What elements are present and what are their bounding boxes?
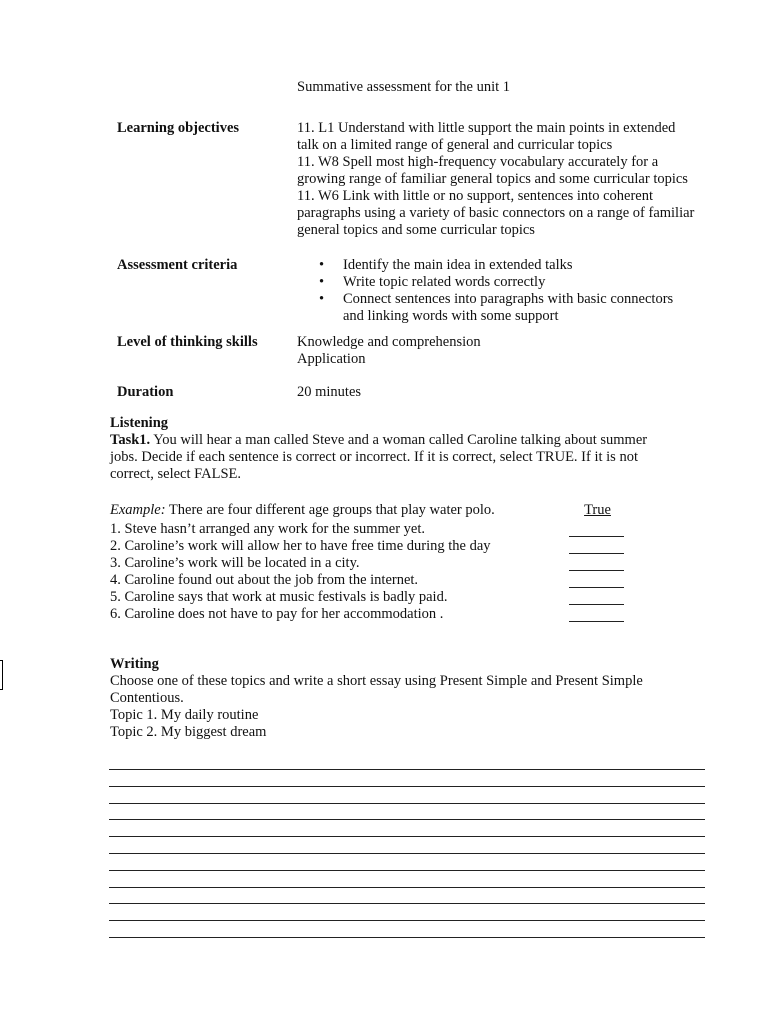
objective-line: talk on a limited range of general and curricular topics	[297, 137, 613, 153]
example-answer: True	[584, 502, 611, 518]
question-row	[110, 606, 630, 623]
topic-2: Topic 2. My biggest dream	[110, 724, 267, 740]
essay-answer-line[interactable]	[109, 836, 705, 837]
example-row	[110, 502, 630, 519]
essay-answer-line[interactable]	[109, 920, 705, 921]
answer-blank[interactable]	[569, 536, 624, 537]
bullet-icon: •	[319, 291, 325, 307]
essay-answer-line[interactable]	[109, 870, 705, 871]
essay-answer-line[interactable]	[109, 903, 705, 904]
essay-answer-line[interactable]	[109, 786, 705, 787]
bullet-icon: •	[319, 274, 325, 290]
task-label: Task1.	[110, 432, 151, 448]
criteria-item: • Connect sentences into paragraphs with basic connectors	[319, 291, 674, 307]
answer-blank[interactable]	[569, 553, 624, 554]
topic-1: Topic 1. My daily routine	[110, 707, 259, 723]
criteria-item-continuation: and linking words with some support	[343, 308, 559, 324]
answer-blank[interactable]	[569, 604, 624, 605]
answer-blank[interactable]	[569, 587, 624, 588]
answer-blank[interactable]	[569, 621, 624, 622]
writing-heading: Writing	[110, 656, 159, 672]
assessment-criteria-label: Assessment criteria	[117, 257, 238, 273]
essay-answer-line[interactable]	[109, 887, 705, 888]
question-row	[110, 589, 630, 606]
objective-line: general topics and some curricular topics	[297, 222, 535, 238]
objective-line: 11. W8 Spell most high-frequency vocabulary accurately for a	[297, 154, 659, 170]
margin-cursor-mark	[0, 660, 3, 690]
question-text: 4. Caroline found out about the job from the internet.	[110, 572, 419, 588]
thinking-skill-line: Application	[297, 351, 366, 367]
question-row	[110, 521, 630, 538]
criteria-item: • Identify the main idea in extended talks	[319, 257, 573, 273]
listening-heading: Listening	[110, 415, 169, 431]
learning-objectives-text	[297, 120, 737, 239]
question-text: 1. Steve hasn’t arranged any work for the summer yet.	[110, 521, 426, 537]
essay-answer-line[interactable]	[109, 819, 705, 820]
objective-line: 11. W6 Link with little or no support, sentences into coherent	[297, 188, 653, 204]
question-row	[110, 572, 630, 589]
question-row	[110, 538, 630, 555]
listening-instructions: Task1. You will hear a man called Steve and a woman called Caroline talking about summer jobs. Decide if each sentence is correct or incorrect. If it is correct, select TRUE. If it is not correct, select FALSE.	[110, 432, 648, 482]
question-text: 5. Caroline says that work at music festivals is badly paid.	[110, 589, 448, 605]
question-row	[110, 555, 630, 572]
objective-line: 11. L1 Understand with little support the main points in extended	[297, 120, 676, 136]
example-text: There are four different age groups that play water polo.	[165, 502, 495, 518]
objective-line: growing range of familiar general topics and some curricular topics	[297, 171, 688, 187]
bullet-icon: •	[319, 257, 325, 273]
duration-label: Duration	[117, 384, 174, 400]
thinking-skill-line: Knowledge and comprehension	[297, 334, 481, 350]
essay-answer-line[interactable]	[109, 937, 705, 938]
example-label: Example:	[110, 502, 166, 518]
question-text: 3. Caroline’s work will be located in a city.	[110, 555, 360, 571]
learning-objectives-label: Learning objectives	[117, 120, 240, 136]
assessment-criteria-list	[297, 257, 737, 325]
essay-answer-line[interactable]	[109, 769, 705, 770]
question-text: 6. Caroline does not have to pay for her accommodation .	[110, 606, 444, 622]
objective-line: paragraphs using a variety of basic connectors on a range of familiar	[297, 205, 695, 221]
answer-blank[interactable]	[569, 570, 624, 571]
question-text: 2. Caroline’s work will allow her to have free time during the day	[110, 538, 491, 554]
thinking-skills-label: Level of thinking skills	[117, 334, 258, 350]
criteria-item: • Write topic related words correctly	[319, 274, 546, 290]
writing-instructions: Choose one of these topics and write a short essay using Present Simple and Present Simple Contentious. Topic 1. My daily routine Topic 2. My biggest dream	[110, 673, 710, 741]
document-title: Summative assessment for the unit 1	[297, 79, 511, 95]
essay-answer-line[interactable]	[109, 803, 705, 804]
essay-answer-line[interactable]	[109, 853, 705, 854]
thinking-skills-text	[297, 334, 737, 368]
duration-value: 20 minutes	[297, 384, 362, 400]
